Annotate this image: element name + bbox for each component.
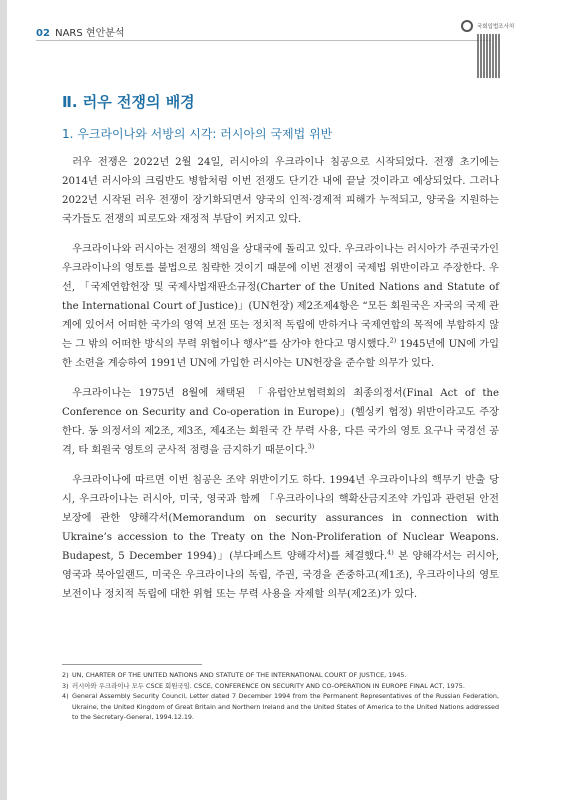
footnote-number: 4) — [62, 692, 69, 700]
qr-code-icon — [477, 34, 501, 78]
footnote-number: 3) — [62, 681, 69, 690]
footnote-number: 2) — [62, 671, 69, 679]
paragraph-3-text: 우크라이나는 1975년 8월에 채택된 「유럽안보협력회의 최종의정서(Final Act of the Conference on Security and Co-operation in Europe)」(헬싱키 협정) 위반이라고도 주장한다. 동 의정서의 제2조, 제3조, 제4조는 회원국 간 무력 사용, 다른 국가의 영토 요구나 국경선 공격, 타 회원국 영토의 군사적 점령을 금지하기 때문이다. — [62, 388, 499, 456]
logo-emblem-icon — [461, 20, 473, 32]
body-text — [62, 153, 499, 615]
footnote-2 — [62, 670, 499, 681]
header-label — [36, 24, 125, 39]
footnotes — [62, 670, 499, 723]
footnote-ref-3[interactable]: 3) — [307, 442, 315, 451]
paragraph-4-text: 우크라이나에 따르면 이번 침공은 조약 위반이기도 하다. 1994년 우크라이나의 핵무기 반출 당시, 우크라이나는 러시아, 미국, 영국과 함께 「우크라이나의 핵확산금지조약 가입과 관련된 안전 보장에 관한 양해각서(Memorandum on security assurances in connection with Ukraine’s accession to the Treaty on the Non-Proliferation of Nuclear Weapons. Budapest, 5 December 1994)」(부다페스트 양해각서)를 체결했다. — [62, 475, 499, 562]
subsection-title: 1. 우크라이나와 서방의 시각: 러시아의 국제법 위반 — [62, 127, 333, 141]
footnote-ref-4[interactable]: 4) — [387, 548, 394, 557]
nars-logo — [461, 20, 531, 80]
paragraph-2 — [62, 240, 499, 373]
footnote-ref-2[interactable]: 2) — [389, 336, 397, 345]
paragraph-2-cont: 1945년에 UN에 가입한 소련을 계승하여 1991년 UN에 가입한 러시아는 UN헌장을 준수할 의무가 있다. — [62, 339, 499, 369]
paragraph-1: 러우 전쟁은 2022년 2월 24일, 러시아의 우크라이나 침공으로 시작되었다. 전쟁 초기에는 2014년 러시아의 크림반도 병합처럼 이번 전쟁도 단기간 내에 끝날 것이라고 예상되었다. 그러나 2022년 시작된 러우 전쟁이 장기화되면서 양국의 인적·경제적 피해가 누적되고, 양국을 지원하는 국가들도 전쟁의 피로도와 재정적 부담이 커지고 있다. — [62, 157, 499, 225]
header-rule — [36, 40, 491, 41]
footnote-text: UN, CHARTER OF THE UNITED NATIONS AND STATUTE OF THE INTERNATIONAL COURT OF JUSTICE, 1945. — [72, 671, 407, 679]
paragraph-4 — [62, 471, 499, 604]
paragraph-4-cont: 본 양해각서는 러시아, 영국과 북아일랜드, 미국은 우크라이나의 독립, 주권, 국경을 존중하고(제1조), 우크라이나의 영토 보전이나 정치적 독립에 대한 위협 또는 무력 사용을 자제할 의무(제2조)가 있다. — [62, 551, 499, 600]
section-title: Ⅱ. 러우 전쟁의 배경 — [62, 93, 195, 111]
footnote-4 — [62, 691, 499, 723]
page-header — [36, 18, 531, 78]
page-side-bar — [0, 0, 7, 800]
logo-text: 국회입법조사처 — [477, 24, 515, 30]
series-name: NARS 현안분석 — [55, 28, 125, 39]
footnote-text: General Assembly Security Council, Letter dated 7 December 1994 from the Permanent Representatives of the Russian Federation, Ukraine, the United Kingdom of Great Britain and Northern Ireland and the United States of America to the United Nations addressed to the Secretary-General, 1994.12.19. — [72, 692, 499, 721]
footnote-text: 러시아와 우크라이나 모두 CSCE 회원국임. CSCE, CONFERENCE ON SECURITY AND CO-OPERATION IN EUROPE FINAL ACT, 1975. — [72, 681, 465, 690]
paragraph-3 — [62, 384, 499, 460]
footnote-3 — [62, 681, 499, 692]
paragraph-2-text: 우크라이나와 러시아는 전쟁의 책임을 상대국에 돌리고 있다. 우크라이나는 러시아가 주권국가인 우크라이나의 영토를 불법으로 침략한 것이기 때문에 이번 전쟁이 국제법 위반이라고 주장한다. 우선, 「국제연합헌장 및 국제사법재판소규정(Charter of the United Nations and Statute of the International Court of Justice)」(UN헌장) 제2조제4항은 “모든 회원국은 자국의 국제 관계에 있어서 어떠한 국가의 영역 보전 또는 정치적 독립에 반하거나 국제연합의 목적에 부합하지 않는 그 밖의 어떠한 방식의 무력 위협이나 행사”를 삼가야 한다고 명시했다. — [62, 244, 499, 350]
footnote-divider — [62, 664, 202, 665]
page-number: 02 — [36, 28, 50, 39]
